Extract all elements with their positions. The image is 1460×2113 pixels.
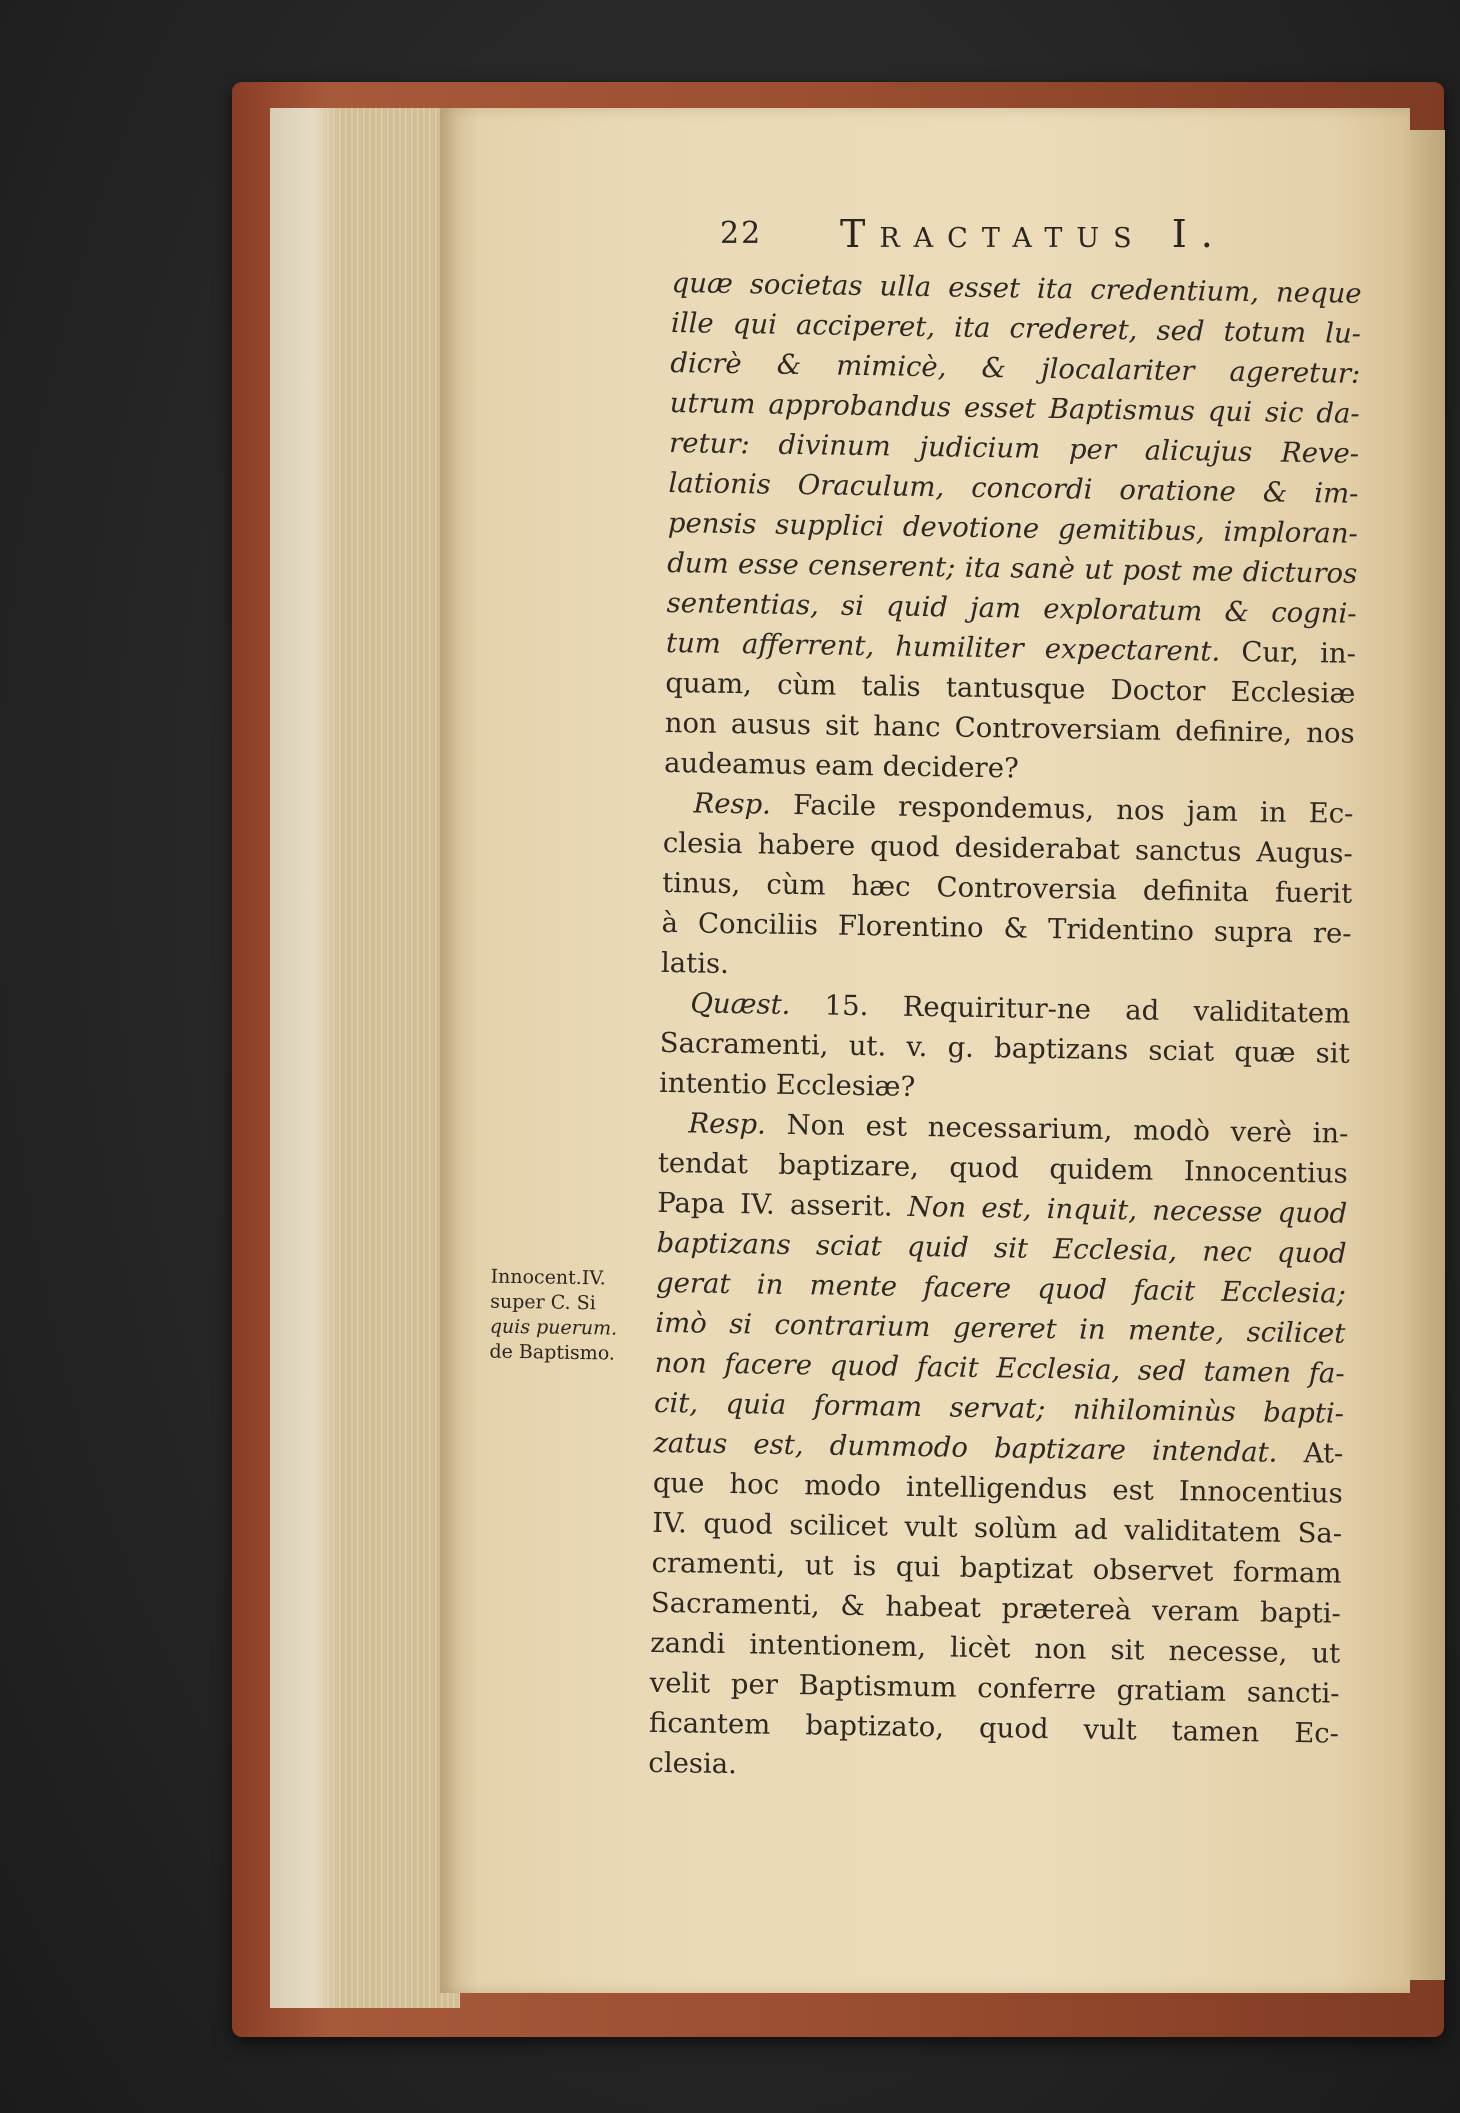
margin-note-line: Innocent.IV.: [490, 1265, 606, 1290]
text-line: Resp. Non est necessarium, modò verè in-: [688, 1107, 1349, 1150]
text-line: ficantem baptizato, quod vult tamen Ec-: [648, 1706, 1340, 1750]
text-line: quæ societas ulla esset ita credentium, neque: [671, 266, 1362, 310]
margin-note-line: super C. Si: [490, 1290, 596, 1315]
text-line: ille qui acciperet, ita crederet, sed totum lu-: [670, 306, 1362, 350]
text-line: Papa IV. asserit. Non est, inquit, necesse quod: [656, 1186, 1348, 1230]
margin-note-line: quis puerum.: [489, 1315, 618, 1340]
text-line: à Conciliis Florentino & Tridentino supra re-: [661, 906, 1352, 950]
text-line: velit per Baptismum conferre gratiam sancti-: [649, 1666, 1340, 1710]
text-line: latis.: [660, 946, 730, 980]
text-line: clesia habere quod desiderabat sanctus Augus-: [662, 826, 1354, 870]
margin-note: [489, 1265, 671, 1368]
text-line: retur: divinum judicium per alicujus Reve-: [668, 426, 1360, 470]
page-header: [720, 212, 1420, 272]
text-line: Sacramenti, & habeat prætereà veram bapti-: [650, 1586, 1342, 1630]
text-line: Sacramenti, ut. v. g. baptizans sciat quæ sit: [659, 1026, 1350, 1070]
text-line: sententias, si quid jam exploratum & cogni-: [666, 586, 1357, 630]
text-line: tendat baptizare, quod quidem Innocentius: [657, 1146, 1349, 1190]
book-page: [440, 108, 1410, 1993]
text-line: zatus est, dummodo baptizare intendat. At-: [653, 1426, 1344, 1470]
text-line: zandi intentionem, licèt non sit necesse, ut: [650, 1626, 1341, 1670]
text-line: baptizans sciat quid sit Ecclesia, nec quod: [656, 1226, 1347, 1270]
margin-note-line: de Baptismo.: [489, 1340, 616, 1365]
text-line: cit, quia formam servat; nihilominùs bapti-: [653, 1386, 1345, 1430]
page-edges: [270, 108, 460, 2008]
text-line: lationis Oraculum, concordi oratione & im-: [668, 466, 1359, 510]
text-line: quam, cùm talis tantusque Doctor Ecclesiæ: [665, 666, 1356, 710]
text-line: gerat in mente facere quod facit Ecclesia;: [655, 1266, 1347, 1310]
text-line: Resp. Facile respondemus, nos jam in Ec-: [693, 787, 1354, 830]
body-text: [648, 263, 1362, 1794]
text-line: dum esse censerent; ita sanè ut post me dicturos: [667, 546, 1358, 590]
text-line: IV. quod scilicet vult solùm ad validitatem Sa-: [651, 1506, 1343, 1550]
text-line: intentio Ecclesiæ?: [658, 1066, 916, 1103]
text-line: tum afferrent, humiliter expectarent. Cur, in-: [665, 626, 1357, 670]
text-line: clesia.: [648, 1746, 738, 1781]
text-line: audeamus eam decidere?: [663, 746, 1019, 785]
text-line: dicrè & mimicè, & jlocalariter ageretur:: [670, 346, 1361, 390]
text-line: cramenti, ut is qui baptizat observet formam: [651, 1546, 1342, 1590]
right-page-edge: [1405, 130, 1445, 1980]
text-line: non ausus sit hanc Controversiam definire, nos: [664, 706, 1355, 750]
text-line: tinus, cùm hæc Controversia definita fuerit: [662, 866, 1353, 910]
text-line: utrum approbandus esset Baptismus qui sic da-: [669, 386, 1360, 430]
text-line: pensis supplici devotione gemitibus, imploran-: [667, 506, 1359, 550]
running-title: Tractatus I.: [840, 212, 1227, 256]
page-number: 22: [720, 216, 763, 251]
text-line: Quæst. 15. Requiritur-ne ad validitatem: [690, 987, 1351, 1030]
text-line: non facere quod facit Ecclesia, sed tamen fa-: [654, 1346, 1345, 1390]
text-line: que hoc modo intelligendus est Innocentius: [652, 1466, 1344, 1510]
text-line: imò si contrarium gereret in mente, scilicet: [655, 1306, 1346, 1350]
